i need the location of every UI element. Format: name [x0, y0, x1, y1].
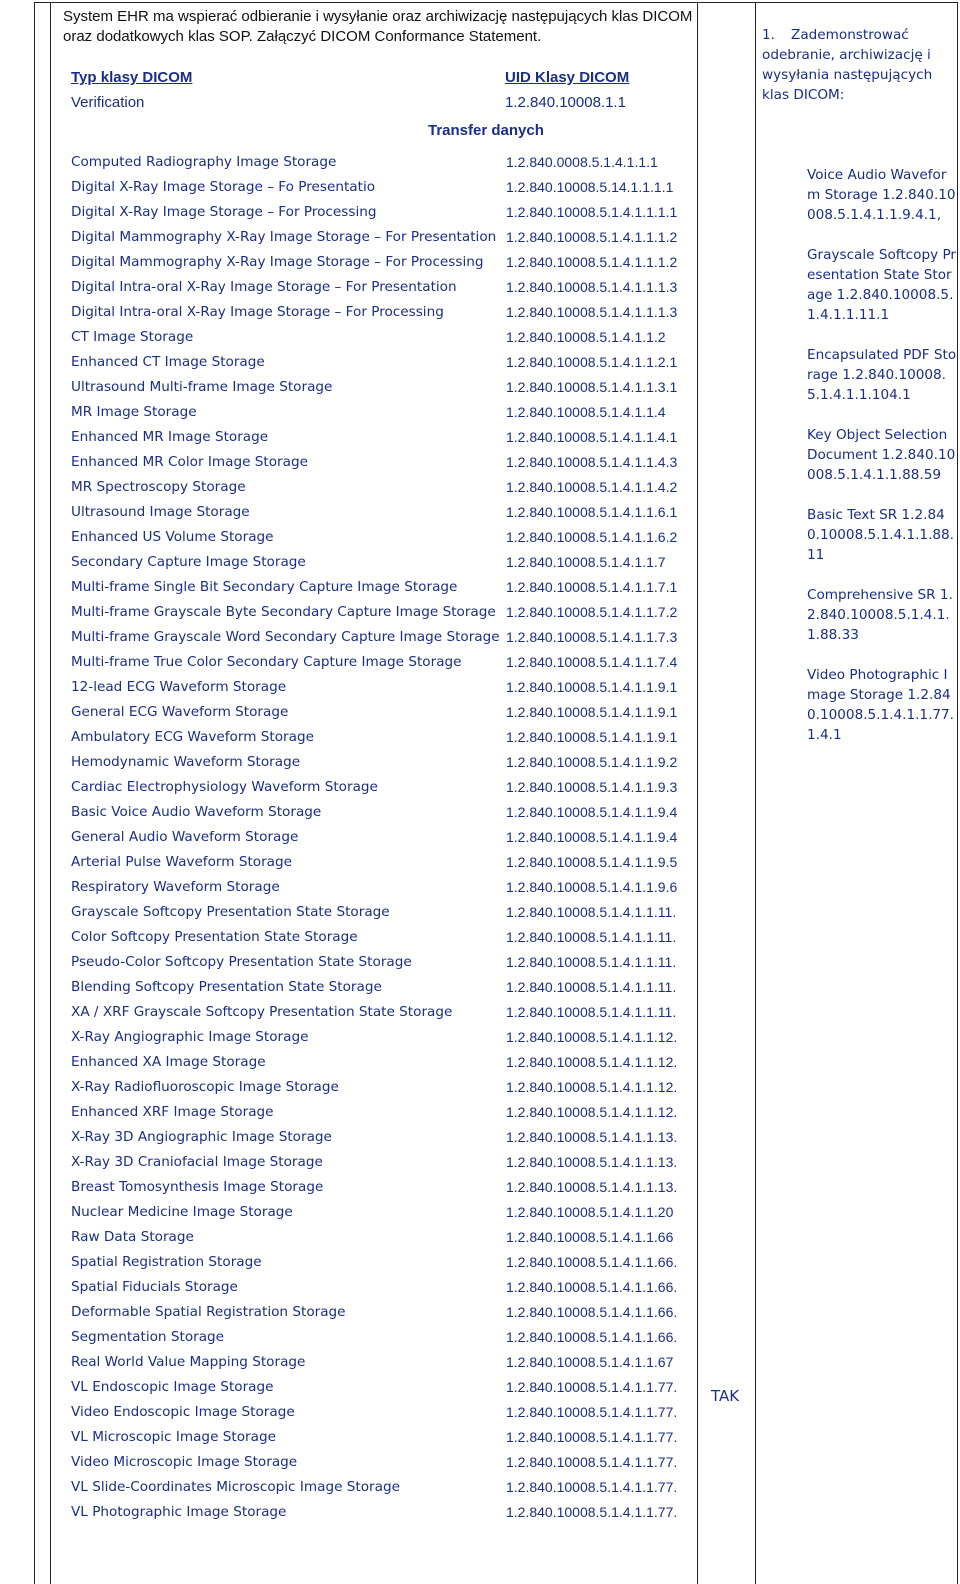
table-row: [71, 1000, 691, 1025]
class-name: VL Slide-Coordinates Microscopic Image Storage: [71, 1479, 400, 1495]
table-row: [71, 1225, 691, 1250]
requirement-title: [762, 25, 952, 105]
class-uid: 1.2.840.10008.5.1.4.1.1.9.4: [506, 829, 678, 845]
class-uid: 1.2.840.10008.5.1.4.1.1.13.: [506, 1154, 678, 1170]
table-row: [71, 650, 691, 675]
table-row: [71, 1200, 691, 1225]
class-uid: 1.2.840.10008.5.1.4.1.1.66.: [506, 1329, 678, 1345]
class-name: Enhanced XA Image Storage: [71, 1054, 266, 1070]
table-left-border: [50, 2, 51, 1584]
table-row: [71, 600, 691, 625]
class-uid: 1.2.840.10008.5.1.4.1.1.66: [506, 1229, 674, 1245]
requirement-title-text: Zademonstrować odebranie, archiwizację i wysyłania następujących klas DICOM:: [762, 27, 933, 103]
table-row: [71, 1025, 691, 1050]
class-uid: 1.2.840.10008.5.1.4.1.1.13.: [506, 1129, 678, 1145]
header-class-uid: UID Klasy DICOM: [505, 69, 630, 86]
class-uid: 1.2.840.10008.5.14.1.1.1.1: [506, 179, 674, 195]
class-uid: 1.2.840.10008.5.1.4.1.1.12.: [506, 1104, 678, 1120]
class-uid: 1.2.840.10008.5.1.4.1.1.4: [506, 404, 666, 420]
table-row: [71, 225, 691, 250]
class-uid: 1.2.840.0008.5.1.4.1.1.1: [506, 154, 658, 170]
class-name: Hemodynamic Waveform Storage: [71, 754, 301, 770]
class-uid: 1.2.840.10008.5.1.4.1.1.1.3: [506, 279, 678, 295]
table-row: [71, 1325, 691, 1350]
class-uid: 1.2.840.10008.5.1.4.1.1.9.1: [506, 729, 678, 745]
class-uid: 1.2.840.10008.5.1.4.1.1.1.2: [506, 254, 678, 270]
class-name: Basic Voice Audio Waveform Storage: [71, 804, 322, 820]
table-row: [71, 275, 691, 300]
class-uid: 1.2.840.10008.5.1.4.1.1.12.: [506, 1079, 678, 1095]
table-row: [71, 150, 691, 175]
verification-name: Verification: [71, 94, 145, 111]
class-name: Spatial Fiducials Storage: [71, 1279, 238, 1295]
dicom-class-list: [71, 150, 691, 1525]
class-uid: 1.2.840.10008.5.1.4.1.1.7: [506, 554, 666, 570]
class-name: XA / XRF Grayscale Softcopy Presentation State Storage: [71, 1004, 453, 1020]
class-uid: 1.2.840.10008.5.1.4.1.1.11.: [506, 1004, 677, 1020]
class-name: Enhanced US Volume Storage: [71, 529, 274, 545]
table-row: [71, 375, 691, 400]
table-row: [71, 525, 691, 550]
class-uid: 1.2.840.10008.5.1.4.1.1.7.2: [506, 604, 678, 620]
class-name: VL Photographic Image Storage: [71, 1504, 287, 1520]
table-row: [71, 775, 691, 800]
header-class-type: Typ klasy DICOM: [71, 69, 193, 86]
class-name: VL Microscopic Image Storage: [71, 1429, 276, 1445]
class-uid: 1.2.840.10008.5.1.4.1.1.77.: [506, 1404, 678, 1420]
class-name: Digital Intra-oral X-Ray Image Storage – For Processing: [71, 304, 444, 320]
class-uid: 1.2.840.10008.5.1.4.1.1.7.3: [506, 629, 678, 645]
class-name: Secondary Capture Image Storage: [71, 554, 306, 570]
table-row: [71, 325, 691, 350]
class-uid: 1.2.840.10008.5.1.4.1.1.77.: [506, 1429, 678, 1445]
class-uid: 1.2.840.10008.5.1.4.1.1.11.: [506, 954, 677, 970]
list-item: Voice Audio Waveform Storage 1.2.840.10008.5.1.4.1.1.9.4.1,: [807, 167, 956, 223]
table-row: [71, 950, 691, 975]
table-row: [71, 1300, 691, 1325]
class-uid: 1.2.840.10008.5.1.4.1.1.66.: [506, 1304, 678, 1320]
table-row: [71, 825, 691, 850]
table-row: [71, 400, 691, 425]
class-uid: 1.2.840.10008.5.1.4.1.1.1.3: [506, 304, 678, 320]
class-name: Digital Mammography X-Ray Image Storage – For Presentation: [71, 229, 497, 245]
class-name: Pseudo-Color Softcopy Presentation State Storage: [71, 954, 412, 970]
class-uid: 1.2.840.10008.5.1.4.1.1.3.1: [506, 379, 678, 395]
class-uid: 1.2.840.10008.5.1.4.1.1.2.1: [506, 354, 678, 370]
class-uid: 1.2.840.10008.5.1.4.1.1.11.: [506, 979, 677, 995]
class-name: Digital X-Ray Image Storage – For Processing: [71, 204, 377, 220]
table-row: [71, 1050, 691, 1075]
table-row: [71, 200, 691, 225]
table-row: [71, 850, 691, 875]
class-name: Enhanced CT Image Storage: [71, 354, 265, 370]
table-row: [71, 1425, 691, 1450]
column-divider-requirement: [755, 2, 756, 1584]
table-top-border: [34, 2, 958, 3]
table-row: [71, 350, 691, 375]
class-uid: 1.2.840.10008.5.1.4.1.1.1.1: [506, 204, 678, 220]
table-row: [71, 175, 691, 200]
table-row: [71, 450, 691, 475]
table-row: [71, 1250, 691, 1275]
class-uid: 1.2.840.10008.5.1.4.1.1.7.4: [506, 654, 678, 670]
table-row: [71, 625, 691, 650]
table-row: [71, 575, 691, 600]
class-uid: 1.2.840.10008.5.1.4.1.1.9.1: [506, 704, 678, 720]
class-name: MR Spectroscopy Storage: [71, 479, 246, 495]
class-name: Computed Radiography Image Storage: [71, 154, 337, 170]
list-item: Basic Text SR 1.2.840.10008.5.1.4.1.1.88.11: [807, 507, 955, 563]
class-uid: 1.2.840.10008.5.1.4.1.1.9.3: [506, 779, 678, 795]
table-row: [71, 1100, 691, 1125]
class-name: Raw Data Storage: [71, 1229, 194, 1245]
table-row: [71, 1175, 691, 1200]
class-uid: 1.2.840.10008.5.1.4.1.1.77.: [506, 1479, 678, 1495]
class-uid: 1.2.840.10008.5.1.4.1.1.11.: [506, 929, 677, 945]
class-name: Enhanced MR Color Image Storage: [71, 454, 308, 470]
class-name: Digital X-Ray Image Storage – Fo Presentatio: [71, 179, 376, 195]
class-name: Multi-frame True Color Secondary Capture Image Storage: [71, 654, 462, 670]
class-uid: 1.2.840.10008.5.1.4.1.1.4.3: [506, 454, 678, 470]
class-uid: 1.2.840.10008.5.1.4.1.1.7.1: [506, 579, 678, 595]
intro-text: System EHR ma wspierać odbieranie i wysyłanie oraz archiwizację następujących klas DICOM oraz dodatkowych klas SOP. Załączyć DICOM Conformance Statement.: [63, 8, 693, 45]
class-name: Video Microscopic Image Storage: [71, 1454, 298, 1470]
class-uid: 1.2.840.10008.5.1.4.1.1.4.2: [506, 479, 678, 495]
table-row: [71, 475, 691, 500]
class-uid: 1.2.840.10008.5.1.4.1.1.4.1: [506, 429, 678, 445]
table-row: [71, 875, 691, 900]
table-row: [71, 1350, 691, 1375]
class-name: Segmentation Storage: [71, 1329, 225, 1345]
table-row: [71, 1450, 691, 1475]
class-name: Arterial Pulse Waveform Storage: [71, 854, 293, 870]
table-right-border: [957, 2, 958, 1584]
table-row: [71, 1150, 691, 1175]
table-row: [71, 1275, 691, 1300]
class-uid: 1.2.840.10008.5.1.4.1.1.11.: [506, 904, 677, 920]
class-name: Breast Tomosynthesis Image Storage: [71, 1179, 324, 1195]
class-name: X-Ray Radiofluoroscopic Image Storage: [71, 1079, 339, 1095]
class-name: Blending Softcopy Presentation State Storage: [71, 979, 382, 995]
list-item: Grayscale Softcopy Presentation State Storage 1.2.840.10008.5.1.4.1.1.11.1: [807, 247, 957, 323]
class-name: Multi-frame Grayscale Byte Secondary Capture Image Storage: [71, 604, 496, 620]
class-uid: 1.2.840.10008.5.1.4.1.1.9.2: [506, 754, 678, 770]
class-name: X-Ray Angiographic Image Storage: [71, 1029, 309, 1045]
class-name: CT Image Storage: [71, 329, 194, 345]
class-uid: 1.2.840.10008.5.1.4.1.1.12.: [506, 1029, 678, 1045]
table-row: [71, 1075, 691, 1100]
class-name: Respiratory Waveform Storage: [71, 879, 280, 895]
table-row: [71, 925, 691, 950]
class-uid: 1.2.840.10008.5.1.4.1.1.13.: [506, 1179, 678, 1195]
class-name: Multi-frame Single Bit Secondary Capture Image Storage: [71, 579, 458, 595]
requirement-number: 1.: [762, 27, 775, 43]
class-name: X-Ray 3D Craniofacial Image Storage: [71, 1154, 323, 1170]
table-row: [71, 300, 691, 325]
class-name: Deformable Spatial Registration Storage: [71, 1304, 346, 1320]
table-row: [71, 1500, 691, 1525]
class-uid: 1.2.840.10008.5.1.4.1.1.6.2: [506, 529, 678, 545]
requirement-class-list: [807, 165, 957, 765]
class-uid: 1.2.840.10008.5.1.4.1.1.20: [506, 1204, 674, 1220]
table-row: [71, 550, 691, 575]
class-name: Spatial Registration Storage: [71, 1254, 262, 1270]
class-name: Enhanced XRF Image Storage: [71, 1104, 274, 1120]
table-row: [71, 1475, 691, 1500]
class-name: VL Endoscopic Image Storage: [71, 1379, 274, 1395]
table-row: [71, 725, 691, 750]
table-outer-left-border: [34, 2, 35, 1584]
table-row: [71, 1375, 691, 1400]
table-row: [71, 500, 691, 525]
class-uid: 1.2.840.10008.5.1.4.1.1.1.2: [506, 229, 678, 245]
answer-value: TAK: [711, 1387, 740, 1405]
class-uid: 1.2.840.10008.5.1.4.1.1.9.5: [506, 854, 678, 870]
class-uid: 1.2.840.10008.5.1.4.1.1.77.: [506, 1454, 678, 1470]
class-uid: 1.2.840.10008.5.1.4.1.1.77.: [506, 1379, 678, 1395]
class-uid: 1.2.840.10008.5.1.4.1.1.66.: [506, 1279, 678, 1295]
class-name: Ultrasound Image Storage: [71, 504, 250, 520]
class-name: General Audio Waveform Storage: [71, 829, 299, 845]
class-name: General ECG Waveform Storage: [71, 704, 289, 720]
class-uid: 1.2.840.10008.5.1.4.1.1.9.6: [506, 879, 678, 895]
class-uid: 1.2.840.10008.5.1.4.1.1.9.4: [506, 804, 678, 820]
class-name: Ultrasound Multi-frame Image Storage: [71, 379, 333, 395]
list-item: Video Photographic Image Storage 1.2.840.10008.5.1.4.1.1.77.1.4.1: [807, 667, 955, 743]
table-row: [71, 750, 691, 775]
table-row: [71, 1400, 691, 1425]
class-name: Enhanced MR Image Storage: [71, 429, 269, 445]
table-row: [71, 700, 691, 725]
column-divider-answer: [697, 2, 698, 1584]
class-name: Multi-frame Grayscale Word Secondary Capture Image Storage: [71, 629, 500, 645]
class-name: X-Ray 3D Angiographic Image Storage: [71, 1129, 332, 1145]
class-name: 12-lead ECG Waveform Storage: [71, 679, 287, 695]
class-uid: 1.2.840.10008.5.1.4.1.1.6.1: [506, 504, 678, 520]
class-uid: 1.2.840.10008.5.1.4.1.1.67: [506, 1354, 674, 1370]
table-row: [71, 675, 691, 700]
transfer-heading: Transfer danych: [428, 122, 544, 139]
class-name: Ambulatory ECG Waveform Storage: [71, 729, 314, 745]
table-row: [71, 900, 691, 925]
list-item: Encapsulated PDF Storage 1.2.840.10008.5.1.4.1.1.104.1: [807, 347, 957, 403]
class-uid: 1.2.840.10008.5.1.4.1.1.2: [506, 329, 666, 345]
table-row: [71, 250, 691, 275]
class-name: Video Endoscopic Image Storage: [71, 1404, 295, 1420]
table-row: [71, 975, 691, 1000]
list-item: Comprehensive SR 1.2.840.10008.5.1.4.1.1.88.33: [807, 587, 953, 643]
class-name: Digital Mammography X-Ray Image Storage – For Processing: [71, 254, 484, 270]
class-uid: 1.2.840.10008.5.1.4.1.1.12.: [506, 1054, 678, 1070]
class-name: Color Softcopy Presentation State Storage: [71, 929, 358, 945]
class-uid: 1.2.840.10008.5.1.4.1.1.66.: [506, 1254, 678, 1270]
list-item: Key Object Selection Document 1.2.840.10008.5.1.4.1.1.88.59: [807, 427, 956, 483]
class-name: Real World Value Mapping Storage: [71, 1354, 306, 1370]
class-uid: 1.2.840.10008.5.1.4.1.1.77.: [506, 1504, 678, 1520]
table-row: [71, 800, 691, 825]
table-row: [71, 425, 691, 450]
class-name: Digital Intra-oral X-Ray Image Storage – For Presentation: [71, 279, 457, 295]
class-name: Cardiac Electrophysiology Waveform Storage: [71, 779, 378, 795]
table-row: [71, 1125, 691, 1150]
class-name: Nuclear Medicine Image Storage: [71, 1204, 293, 1220]
class-name: Grayscale Softcopy Presentation State Storage: [71, 904, 390, 920]
class-uid: 1.2.840.10008.5.1.4.1.1.9.1: [506, 679, 678, 695]
verification-uid: 1.2.840.10008.1.1: [505, 94, 626, 111]
class-name: MR Image Storage: [71, 404, 197, 420]
